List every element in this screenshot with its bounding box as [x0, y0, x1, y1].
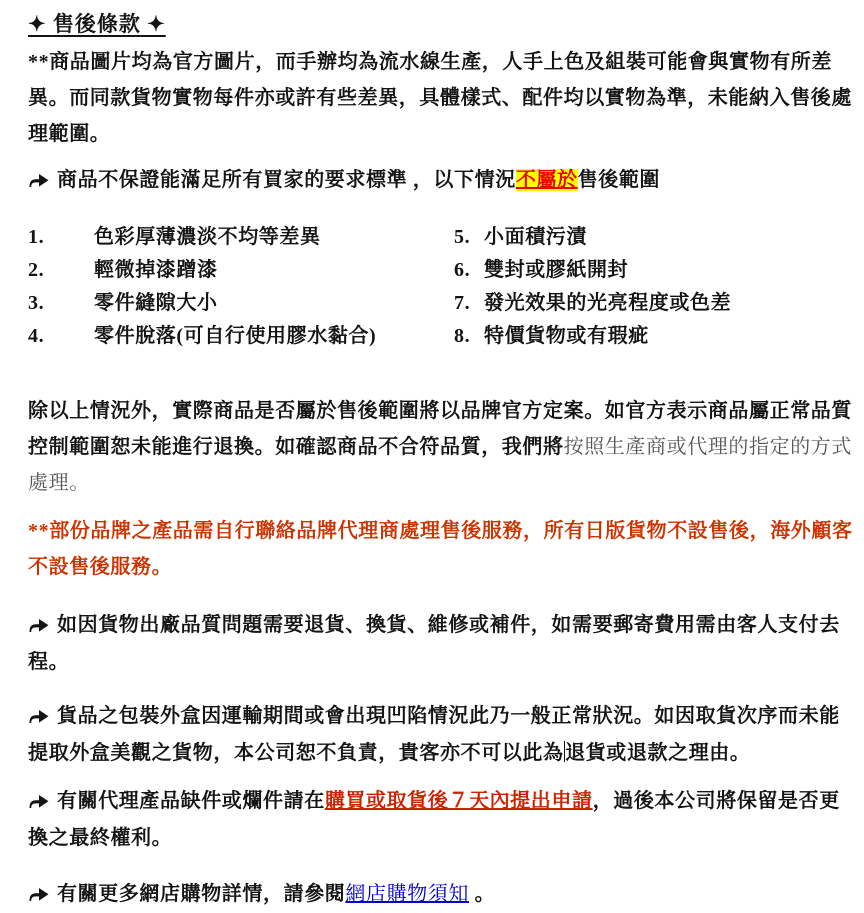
curved-right-arrow-icon	[28, 163, 49, 199]
not-covered-highlight: 不屬於	[515, 169, 578, 191]
list-item: 色彩厚薄濃淡不均等差異	[94, 226, 321, 248]
list-item-number: 8.	[454, 325, 471, 347]
list-item-number: 4.	[28, 325, 45, 347]
list-item: 發光效果的光亮程度或色差	[484, 292, 732, 314]
more-info-line	[28, 876, 856, 913]
list-item-number: 7.	[454, 292, 471, 314]
list-item-number: 5.	[454, 226, 471, 248]
policy-gray-text: 按照生產商或代理的指定的方式處理。	[28, 436, 853, 494]
list-item-number: 2.	[28, 259, 45, 281]
defect-claim-pre-text: 有關代理產品缺件或爛件請在	[57, 790, 325, 812]
defect-claim-paragraph	[28, 783, 856, 856]
list-item: 小面積污漬	[484, 226, 587, 248]
curved-right-arrow-icon	[28, 699, 49, 735]
shipping-note-line	[28, 607, 856, 680]
notice-line	[28, 162, 856, 199]
exclusion-list	[28, 221, 856, 353]
curved-right-arrow-icon	[28, 784, 49, 820]
list-item-number: 1.	[28, 226, 45, 248]
packaging-note-pre-text: 貨品之包裝外盒因運輸期間或會出現凹陷情況此乃一般正常狀況。如因取貨次序而未能提取外盒美觀之貨物，本公司恕不負責，貴客亦不可以此為	[28, 705, 840, 764]
packaging-note-paragraph	[28, 698, 856, 771]
page-title	[28, 6, 856, 42]
more-info-pre-text: 有關更多網店購物詳情，請參閱	[57, 883, 346, 905]
list-item: 輕微掉漆蹭漆	[94, 259, 218, 281]
list-item: 零件脫落(可自行使用膠水黏合)	[94, 325, 377, 347]
policy-paragraph	[28, 393, 856, 501]
claim-deadline-emphasis: 購買或取貨後７天內提出申請	[324, 790, 593, 812]
four-pointed-star-icon: ✦	[140, 12, 166, 36]
more-info-post-text: 。	[469, 883, 496, 905]
shipping-note-text: 如因貨物出廠品質問題需要退貨、換貨、維修或補件，如需要郵寄費用需由客人支付去程。	[28, 614, 840, 673]
notice-pre-text: 商品不保證能滿足所有買家的要求標準 ，以下情況	[57, 169, 516, 191]
curved-right-arrow-icon	[28, 877, 49, 913]
list-item-number: 6.	[454, 259, 471, 281]
list-item: 零件縫隙大小	[94, 292, 218, 314]
page-title-text: 售後條款	[52, 12, 141, 36]
policy-black-text: 除以上情況外，實際商品是否屬於售後範圍將以品牌官方定案。如官方表示商品屬正常品質控制範圍恕未能進行退換。如確認商品不合符品質，我們將	[28, 400, 852, 458]
defect-claim-post-text: ，過後本公司將保留是否更換之最終權利。	[28, 790, 840, 849]
list-item: 雙封或膠紙開封	[484, 259, 629, 281]
list-item: 特價貨物或有瑕疵	[484, 325, 649, 347]
store-shopping-notice-link[interactable]: 網店購物須知	[345, 883, 470, 905]
notice-post-text: 售後範圍	[577, 169, 661, 191]
curved-right-arrow-icon	[28, 608, 49, 644]
intro-paragraph: **商品圖片均為官方圖片，而手辦均為流水線生產，人手上色及組裝可能會與實物有所差異。而同款貨物實物每件亦或許有些差異，具體樣式、配件均以實物為準，未能納入售後處理範圍。	[28, 51, 852, 145]
brand-warning-paragraph: **部份品牌之產品需自行聯絡品牌代理商處理售後服務，所有日版貨物不設售後，海外顧客不設售後服務。	[28, 520, 853, 578]
packaging-note-post-text: 退貨或退款之理由。	[565, 742, 751, 764]
list-item-number: 3.	[28, 292, 45, 314]
four-pointed-star-icon: ✦	[28, 12, 53, 36]
